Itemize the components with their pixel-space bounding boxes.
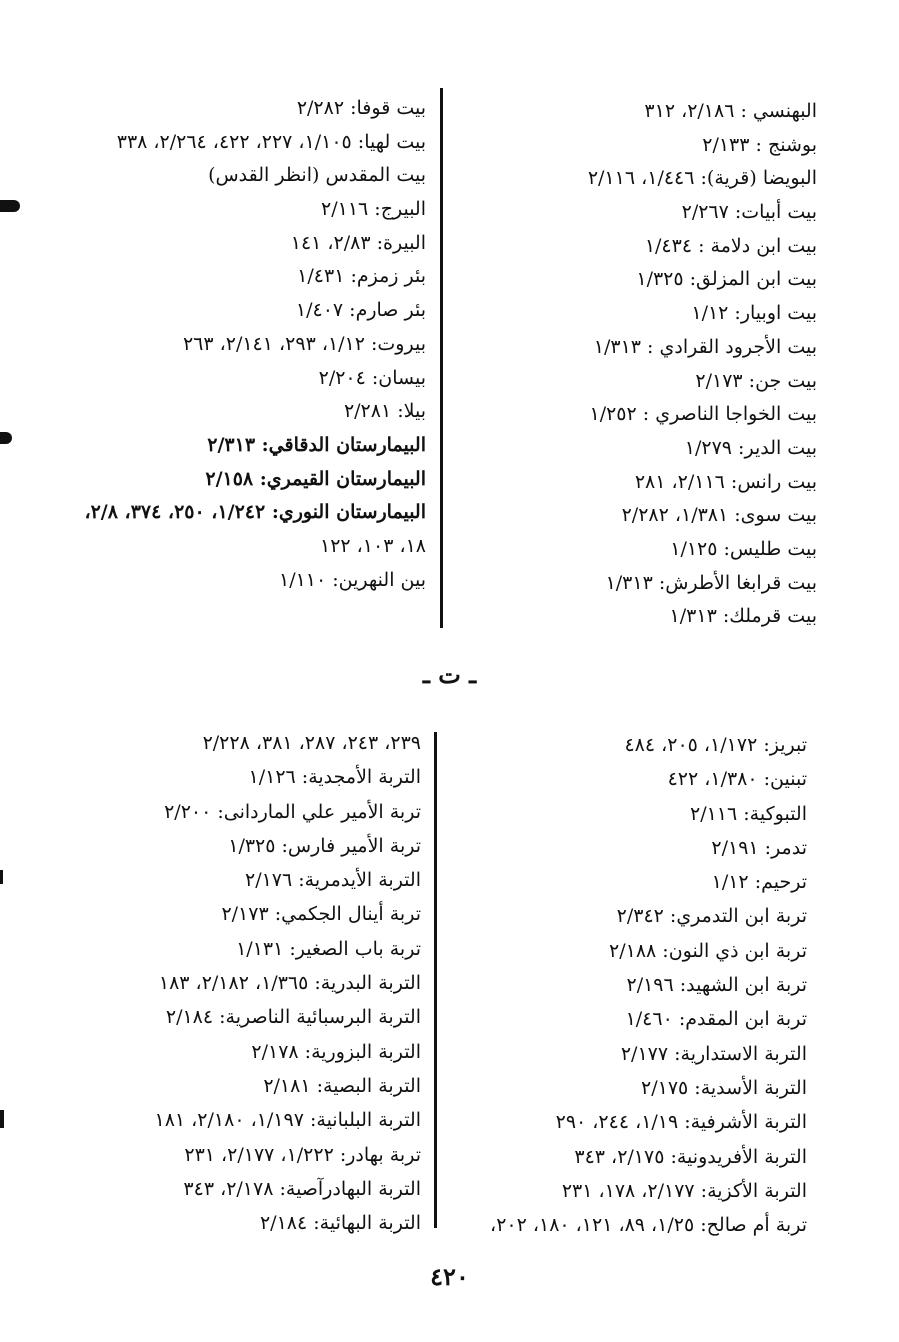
index-entry: تربة أينال الجكمي: ٢/١٧٣ [221,903,421,926]
index-entry: التربة الأسدية: ٢/١٧٥ [641,1076,807,1099]
index-entry: بيت الأجرود القرادي : ١/٣١٣ [593,335,817,358]
index-column-top-left [84,92,426,597]
index-entry-continuation: ٢٣٩، ٢٤٣، ٢٨٧، ٣٨١، ٢/٢٢٨ [202,732,421,754]
index-entry: البهنسي : ٢/١٨٦، ٣١٢ [644,100,817,122]
index-entry: ترحيم: ١/١٢ [711,871,807,894]
index-entry: البيرة: ٢/٨٣، ١٤١ [290,231,426,254]
index-entry: التربة الاستدارية: ٢/١٧٧ [620,1042,807,1065]
index-entry: بيت قوفا: ٢/٢٨٢ [296,97,426,119]
index-entry: البويضا (قرية): ١/٤٤٦، ٢/١١٦ [587,167,817,190]
scan-edge-mark [0,432,12,444]
index-entry: بيت الدير: ١/٢٧٩ [684,436,817,459]
index-entry: بيت سوى: ١/٣٨١، ٢/٢٨٢ [621,504,817,527]
index-entry: تدمر: ٢/١٩١ [711,836,807,859]
index-entry: بيت الخواجا الناصري : ١/٢٥٢ [589,403,817,426]
index-entry: تربة الأمير فارس: ١/٣٢٥ [228,834,421,857]
index-column-top-right [588,95,817,634]
index-entry: بيسان: ٢/٢٠٤ [318,366,426,389]
index-entry: بيت ابن المزلق: ١/٣٢٥ [636,268,817,291]
index-entry: بوشنج : ٢/١٣٣ [702,133,817,156]
index-entry: تربة أم صالح: ١/٢٥، ٨٩، ١٢١، ١٨٠، ٢٠٢، [490,1214,807,1237]
index-entry: تربة بهادر: ١/٢٢٢، ٢/١٧٧، ٢٣١ [184,1143,421,1166]
index-entry: بئر صارم: ١/٤٠٧ [295,299,426,322]
index-entry: التبوكية: ٢/١١٦ [690,802,807,825]
index-entry: تربة ابن التدمري: ٢/٣٤٢ [616,905,807,928]
column-divider [440,88,443,628]
index-entry: بيت قرابغا الأطرش: ١/٣١٣ [605,571,817,594]
index-entry: تبنين: ١/٣٨٠، ٤٢٢ [667,768,807,791]
index-entry: بيت طليس: ١/١٢٥ [670,537,817,560]
index-entry: بيت لهيا: ١/١٠٥، ٢٢٧، ٤٢٢، ٢/٢٦٤، ٣٣٨ [116,130,426,153]
scan-edge-mark [0,1110,4,1128]
index-entry: بيت أبيات: ٢/٢٦٧ [681,201,817,224]
index-entry: بيت ابن دلامة : ١/٤٣٤ [644,234,817,257]
index-entry: بيلا: ٢/٢٨١ [343,400,426,423]
index-column-bottom-left [155,726,422,1240]
index-entry-continuation: ١٨، ١٠٣، ١٢٢ [319,534,426,557]
index-entry: التربة البهائية: ٢/١٨٤ [259,1212,421,1235]
index-entry: بئر زمزم: ١/٤٣١ [297,265,426,288]
index-entry: بيت رانس: ٢/١١٦، ٢٨١ [634,470,817,493]
scan-edge-mark [0,870,3,884]
index-entry: التربة البزورية: ٢/١٧٨ [251,1040,421,1063]
index-entry: التربة البهادرآصية: ٢/١٧٨، ٣٤٣ [183,1177,421,1200]
scan-edge-mark [0,200,20,212]
section-heading-letter: ـ ت ـ [422,660,477,689]
index-entry: التربة الأيدمرية: ٢/١٧٦ [245,869,421,892]
index-entry: التربة الأشرفية: ١/١٩، ٢٤٤، ٢٩٠ [555,1111,807,1134]
index-entry: تربة ابن ذي النون: ٢/١٨٨ [609,939,807,962]
index-entry: التربة البصية: ٢/١٨١ [263,1074,421,1097]
index-entry: بيت جن: ٢/١٧٣ [695,369,817,392]
index-entry: البيرج: ٢/١١٦ [321,198,426,221]
index-entry: بيت اوبيار: ١/١٢ [691,302,817,325]
index-entry: تربة ابن الشهيد: ٢/١٩٦ [626,974,807,997]
column-divider [434,732,437,1228]
index-entry: البيمارستان النوري: ١/٢٤٢، ٢٥٠، ٣٧٤، ٢/٨، [84,501,426,524]
index-entry: تربة باب الصغير: ١/١٣١ [236,937,421,960]
index-entry: تربة ابن المقدم: ١/٤٦٠ [625,1008,807,1031]
index-column-bottom-right [490,728,807,1242]
index-entry: التربة البلبانية: ١/١٩٧، ٢/١٨٠، ١٨١ [154,1109,421,1132]
index-entry: التربة البدرية: ١/٣٦٥، ٢/١٨٢، ١٨٣ [158,972,421,995]
index-entry: البيمارستان القيمري: ٢/١٥٨ [205,467,426,490]
index-entry: التربة الأمجدية: ١/١٢٦ [248,766,421,789]
index-entry: بيت قرملك: ١/٣١٣ [669,605,817,628]
page-number: ٤٢٠ [430,1262,469,1291]
index-entry: التربة الأفريدونية: ٢/١٧٥، ٣٤٣ [574,1145,807,1168]
index-entry: البيمارستان الدقاقي: ٢/٣١٣ [207,433,426,456]
index-entry: تبريز: ١/١٧٢، ٢٠٥، ٤٨٤ [624,734,807,756]
index-entry: بين النهرين: ١/١١٠ [279,568,426,591]
index-entry: التربة الأكزية: ٢/١٧٧، ١٧٨، ٢٣١ [561,1179,807,1202]
index-entry: بيروت: ١/١٢، ٢٩٣، ٢/١٤١، ٢٦٣ [182,332,426,355]
index-entry: التربة البرسبائية الناصرية: ٢/١٨٤ [165,1006,421,1029]
index-entry: تربة الأمير علي الماردانى: ٢/٢٠٠ [164,800,421,823]
index-entry: بيت المقدس (انظر القدس) [208,164,426,187]
